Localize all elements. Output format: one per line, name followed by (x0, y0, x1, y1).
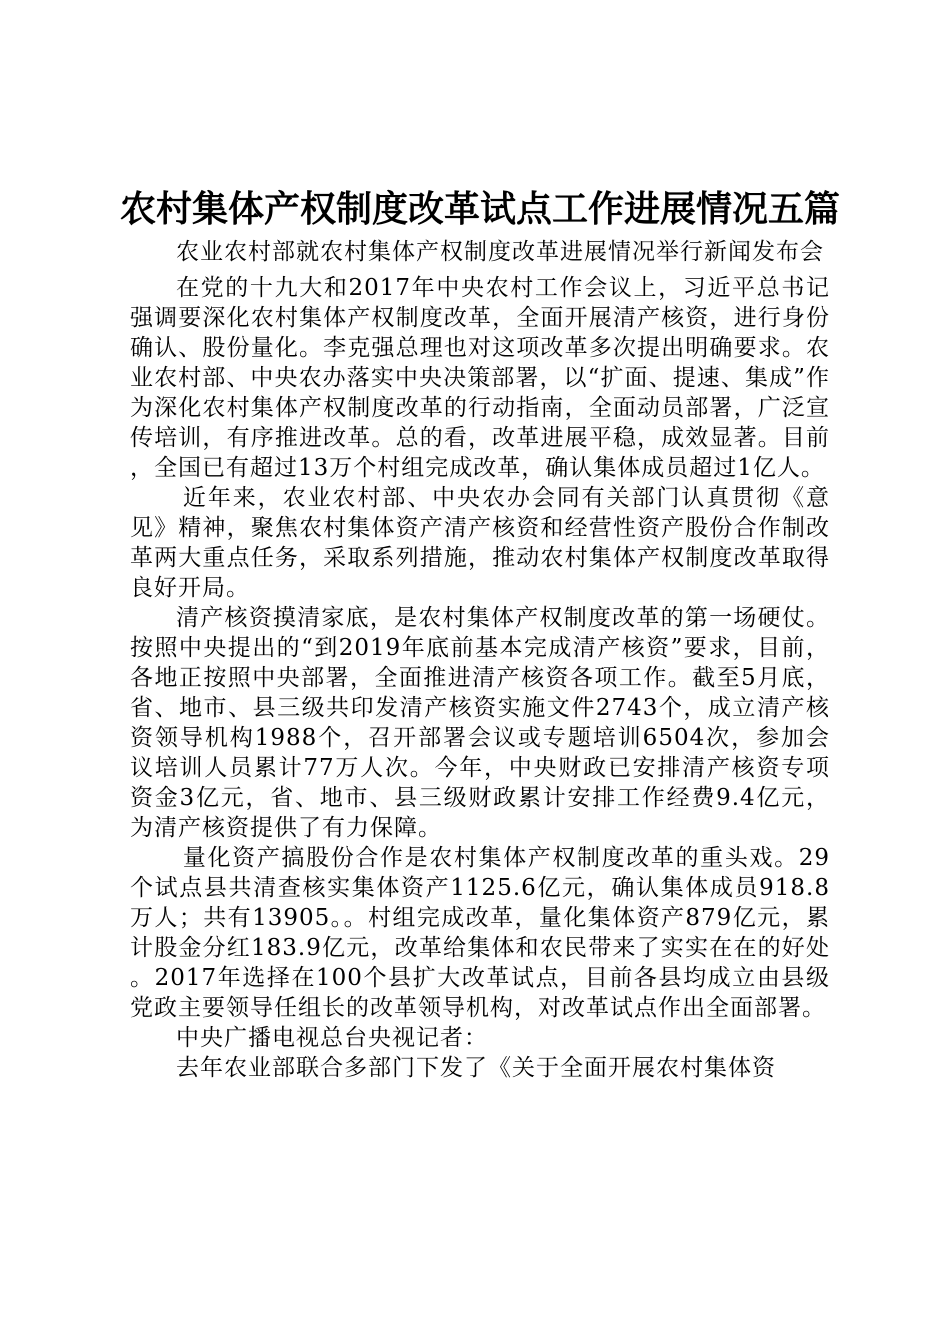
document-body (130, 237, 830, 1083)
subtitle-paragraph: 农业农村部就农村集体产权制度改革进展情况举行新闻发布会 (176, 239, 824, 265)
paragraph-5: 中央广播电视总台央视记者： (176, 1025, 488, 1051)
paragraph-3: 清产核资摸清家底，是农村集体产权制度改革的第一场硬仗。按照中央提出的“到2019年底前基本完成清产核资”要求，目前，各地正按照中央部署，全面推进清产核资各项工作。截至5月底，省、地市、县三级共印发清产核资实施文件2743个，成立清产核资领导机构1988个，召开部署会议或专题培训6504次，参加会议培训人员累计77万人次。今年，中央财政已安排清产核资专项资金3亿元，省、地市、县三级财政累计安排工作经费9.4亿元，为清产核资提供了有力保障。 (130, 605, 830, 841)
paragraph-6: 去年农业部联合多部门下发了《关于全面开展农村集体资 (176, 1055, 776, 1081)
paragraph-4: 量化资产搞股份合作是农村集体产权制度改革的重头戏。29个试点县共清查核实集体资产1125.6亿元，确认集体成员918.8万人；共有13905。。村组完成改革，量化集体资产879亿元，累计股金分红183.9亿元，改革给集体和农民带来了实实在在的好处。2017年选择在100个县扩大改革试点，目前各县均成立由县级党政主要领导任组长的改革领导机构，对改革试点作出全面部署。 (130, 845, 830, 1021)
paragraph-2: 近年来，农业农村部、中央农办会同有关部门认真贯彻《意见》精神，聚焦农村集体资产清产核资和经营性资产股份合作制改革两大重点任务，采取系列措施，推动农村集体产权制度改革取得良好开局。 (130, 485, 830, 601)
paragraph-1: 在党的十九大和2017年中央农村工作会议上，习近平总书记强调要深化农村集体产权制度改革，全面开展清产核资，进行身份确认、股份量化。李克强总理也对这项改革多次提出明确要求。农业农村部、中央农办落实中央决策部署，以“扩面、提速、集成”作为深化农村集体产权制度改革的行动指南，全面动员部署，广泛宣传培训，有序推进改革。总的看，改革进展平稳，成效显著。目前，全国已有超过13万个村组完成改革，确认集体成员超过1亿人。 (130, 275, 830, 481)
document-title: 农村集体产权制度改革试点工作进展情况五篇 (119, 189, 840, 230)
